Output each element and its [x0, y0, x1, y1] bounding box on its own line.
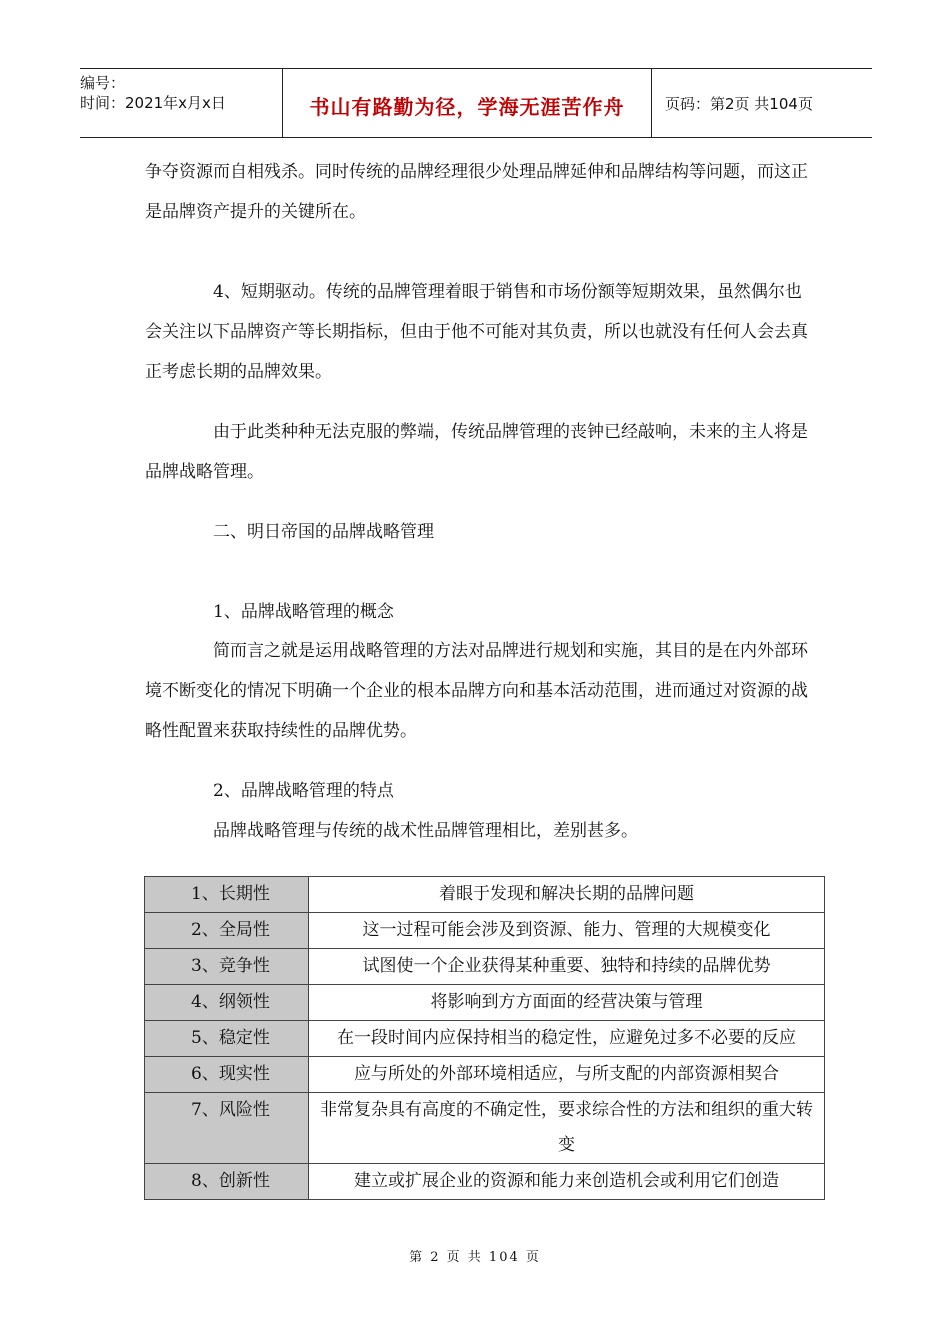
header-left-cell — [80, 69, 280, 137]
header-motto-cell — [282, 69, 652, 137]
table-row-value: 应与所处的外部环境相适应，与所支配的内部资源相契合 — [309, 1057, 825, 1093]
table-row-value: 将影响到方方面面的经营决策与管理 — [309, 985, 825, 1021]
body-paragraph: 简而言之就是运用战略管理的方法对品牌进行规划和实施，其目的是在内外部环境不断变化的情况下明确一个企业的根本品牌方向和基本活动范围，进而通过对资源的战略性配置来获取持续性的品牌优势。 — [145, 641, 808, 741]
body-paragraph: 品牌战略管理与传统的战术性品牌管理相比，差别甚多。 — [213, 821, 638, 841]
table-row — [145, 877, 825, 913]
table-row-key: 5、稳定性 — [145, 1021, 309, 1057]
characteristics-table — [144, 876, 825, 1200]
section-heading: 二、明日帝国的品牌战略管理 — [213, 522, 434, 542]
document-number-label: 编号： — [80, 74, 126, 92]
table-row — [145, 913, 825, 949]
header-motto: 书山有路勤为径，学海无涯苦作舟 — [309, 95, 625, 119]
body-paragraph: 由于此类种种无法克服的弊端，传统品牌管理的丧钟已经敲响，未来的主人将是品牌战略管理。 — [145, 422, 808, 482]
header-page-number: 页码：第2页 共104页 — [665, 95, 813, 113]
table-row-value: 着眼于发现和解决长期的品牌问题 — [309, 877, 825, 913]
table-row — [145, 985, 825, 1021]
body-paragraph: 4、短期驱动。传统的品牌管理着眼于销售和市场份额等短期效果，虽然偶尔也会关注以下品牌资产等长期指标，但由于他不可能对其负责，所以也就没有任何人会去真正考虑长期的品牌效果。 — [145, 282, 808, 382]
table-row-key: 6、现实性 — [145, 1057, 309, 1093]
table-row-value: 这一过程可能会涉及到资源、能力、管理的大规模变化 — [309, 913, 825, 949]
document-date-label: 时间：2021年x月x日 — [80, 94, 226, 112]
table-row — [145, 949, 825, 985]
table-row — [145, 1164, 825, 1200]
table-row-value: 非常复杂具有高度的不确定性，要求综合性的方法和组织的重大转变 — [309, 1093, 825, 1164]
table-row-key: 7、风险性 — [145, 1093, 309, 1164]
table-row-value: 建立或扩展企业的资源和能力来创造机会或利用它们创造 — [309, 1164, 825, 1200]
body-paragraph: 争夺资源而自相残杀。同时传统的品牌经理很少处理品牌延伸和品牌结构等问题，而这正是品牌资产提升的关键所在。 — [145, 162, 808, 222]
table-row — [145, 1021, 825, 1057]
page-footer: 第 2 页 共 104 页 — [409, 1250, 541, 1265]
table-row-key: 3、竞争性 — [145, 949, 309, 985]
subsection-heading: 2、品牌战略管理的特点 — [213, 781, 394, 801]
table-row-key: 4、纲领性 — [145, 985, 309, 1021]
table-row-key: 2、全局性 — [145, 913, 309, 949]
subsection-heading: 1、品牌战略管理的概念 — [213, 602, 394, 622]
table-row — [145, 1057, 825, 1093]
table-row-key: 8、创新性 — [145, 1164, 309, 1200]
table-row-value: 试图使一个企业获得某种重要、独特和持续的品牌优势 — [309, 949, 825, 985]
table-row — [145, 1093, 825, 1164]
table-row-key: 1、长期性 — [145, 877, 309, 913]
table-row-value: 在一段时间内应保持相当的稳定性，应避免过多不必要的反应 — [309, 1021, 825, 1057]
page-header — [80, 68, 872, 138]
